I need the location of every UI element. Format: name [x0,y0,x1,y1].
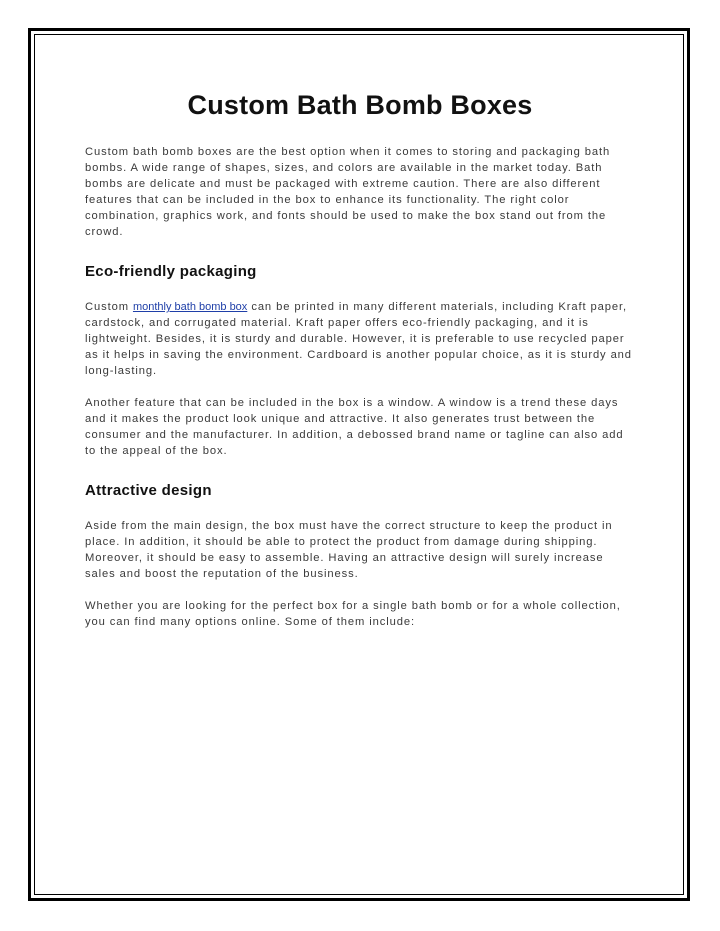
document-title: Custom Bath Bomb Boxes [187,90,533,120]
eco-paragraph-1 [85,299,635,379]
document-content [85,88,635,646]
intro-paragraph: Custom bath bomb boxes are the best option when it comes to storing and packaging bath bombs. A wide range of shapes, sizes, and colors are available in the market today. Bath bombs are delicate and must be packaged with extreme caution. There are also different features that can be included in the box to enhance its functionality. The right color combination, graphics work, and fonts should be used to make the box stand out from the crowd. [85,146,611,238]
section-heading-eco: Eco-friendly packaging [85,263,257,280]
eco-p1-text-before: Custom [85,301,133,313]
design-paragraph-1: Aside from the main design, the box must have the correct structure to keep the product in place. In addition, it should be able to protect the product from damage during shipping. Moreover, it should be easy to assemble. Having an attractive design will surely increase sales and boost the reputation of the business. [85,520,613,580]
monthly-bath-bomb-box-link[interactable]: monthly bath bomb box [132,301,248,313]
section-heading-design: Attractive design [85,482,212,499]
design-paragraph-2: Whether you are looking for the perfect box for a single bath bomb or for a whole collection, you can find many options online. Some of them include: [85,600,621,628]
eco-p1-text-after: can be printed in many different materials, including Kraft paper, cardstock, and corrugated material. Kraft paper offers eco-friendly packaging, and it is lightweight. Besides, it is sturdy and durable. However, it is preferable to use recycled paper as it helps in saving the environment. Cardboard is another popular choice, as it is sturdy and long-lasting. [85,301,632,377]
eco-paragraph-2: Another feature that can be included in the box is a window. A window is a trend these days and it makes the product look unique and attractive. It also generates trust between the consumer and the manufacturer. In addition, a debossed brand name or tagline can also add to the appeal of the box. [85,397,624,457]
